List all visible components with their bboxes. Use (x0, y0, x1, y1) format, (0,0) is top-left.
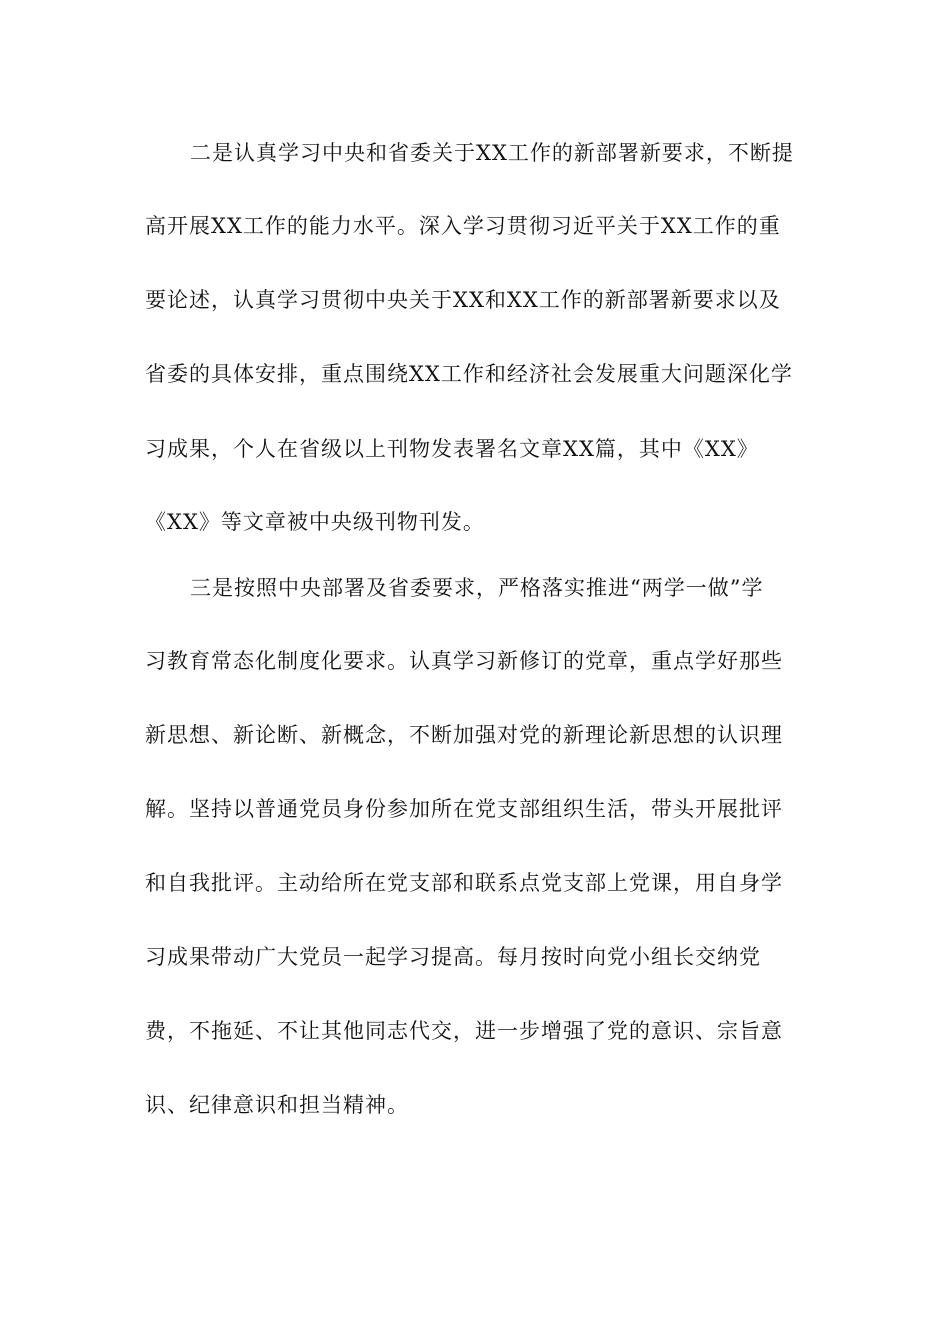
paragraph-2-line-4: 解。坚持以普通党员身份参加所在党支部组织生活，带头开展批评 (145, 797, 783, 821)
paragraph-1-line-4: 省委的具体安排，重点围绕XX工作和经济社会发展重大问题深化学 (145, 362, 793, 386)
paragraph-2-line-1: 三是按照中央部署及省委要求，严格落实推进“两学一做”学 (190, 576, 764, 600)
paragraph-2-line-2: 习教育常态化制度化要求。认真学习新修订的党章，重点学好那些 (145, 649, 783, 673)
paragraph-2-line-5: 和自我批评。主动给所在党支部和联系点党支部上党课，用自身学 (145, 871, 783, 895)
paragraph-1-line-2: 高开展XX工作的能力水平。深入学习贯彻习近平关于XX工作的重 (145, 214, 781, 238)
paragraph-1-line-6: 《XX》等文章被中央级刊物刊发。 (145, 510, 485, 534)
paragraph-2-line-7: 费，不拖延、不让其他同志代交，进一步增强了党的意识、宗旨意 (145, 1019, 783, 1043)
paragraph-1-line-3: 要论述，认真学习贯彻中央关于XX和XX工作的新部署新要求以及 (145, 288, 781, 312)
paragraph-1-line-5: 习成果，个人在省级以上刊物发表署名文章XX篇，其中《XX》 (145, 437, 759, 461)
paragraph-2-line-6: 习成果带动广大党员一起学习提高。每月按时向党小组长交纳党 (145, 945, 761, 969)
paragraph-2-line-8: 识、纪律意识和担当精神。 (145, 1093, 409, 1117)
paragraph-1-line-1: 二是认真学习中央和省委关于XX工作的新部署新要求，不断提 (190, 141, 794, 165)
paragraph-2-line-3: 新思想、新论断、新概念，不断加强对党的新理论新思想的认识理 (145, 723, 783, 747)
